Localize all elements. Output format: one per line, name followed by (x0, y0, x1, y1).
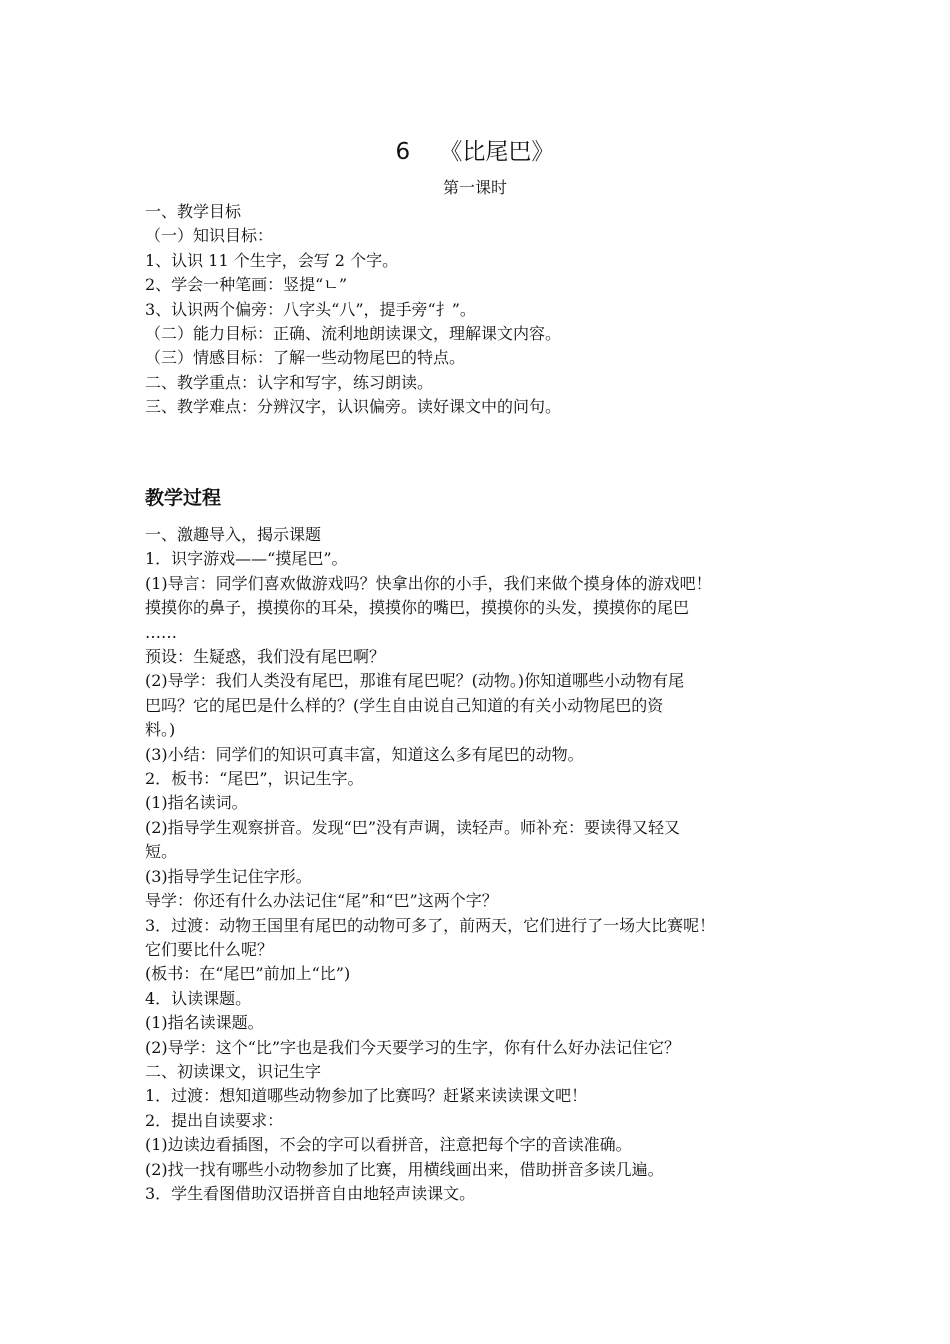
text-line: (板书：在“尾巴”前加上“比”) (145, 964, 351, 984)
text-line: 2．提出自读要求： (145, 1110, 284, 1130)
text-line: 一、教学目标 (145, 202, 242, 221)
text-line: 4．认读课题。 (145, 988, 252, 1008)
text-line: (2)导学：这个“比”字也是我们今天要学习的生字，你有什么好办法记住它？ (145, 1037, 681, 1057)
process-heading: 教学过程 (145, 487, 222, 509)
text-line: (1)指名读课题。 (145, 1013, 264, 1033)
text-line: 1．识字游戏——“摸尾巴”。 (145, 549, 348, 569)
text-line: 3．学生看图借助汉语拼音自由地轻声读课文。 (145, 1183, 476, 1203)
text-line: 一、激趣导入，揭示课题 (145, 525, 322, 544)
text-line: （二）能力目标：正确、流利地朗读课文，理解课文内容。 (145, 324, 562, 344)
text-line: …… (145, 622, 177, 642)
text-line: (3)小结：同学们的知识可真丰富，知道这么多有尾巴的动物。 (145, 744, 584, 764)
text-line: 二、教学重点：认字和写字，练习朗读。 (145, 372, 434, 392)
text-line: (3)指导学生记住字形。 (145, 866, 312, 886)
lesson-title: 6 《比尾巴》 (395, 139, 555, 165)
text-line: 2、学会一种笔画：竖提“ㄴ” (145, 275, 347, 295)
text-line: 预设：生疑惑，我们没有尾巴啊？ (145, 647, 386, 667)
objectives-section (145, 200, 825, 420)
text-line: 三、教学难点：分辨汉字，认识偏旁。读好课文中的问句。 (145, 397, 562, 417)
text-line: (1)导言：同学们喜欢做游戏吗？快拿出你的小手，我们来做个摸身体的游戏吧！ (145, 573, 712, 593)
text-line: （三）情感目标：了解一些动物尾巴的特点。 (145, 348, 466, 368)
text-line: (1)指名读词。 (145, 793, 248, 813)
text-line: 巴吗？它的尾巴是什么样的？(学生自由说自己知道的有关小动物尾巴的资 (145, 695, 664, 715)
text-line: 摸摸你的鼻子，摸摸你的耳朵，摸摸你的嘴巴，摸摸你的头发，摸摸你的尾巴 (145, 598, 690, 618)
text-line: 导学：你还有什么办法记住“尾”和“巴”这两个字？ (145, 891, 498, 911)
text-line: 料。) (145, 720, 176, 740)
text-line: (2)指导学生观察拼音。发现“巴”没有声调，读轻声。师补充：要读得又轻又 (145, 817, 681, 837)
text-line: 3、认识两个偏旁：八字头“八”，提手旁“扌”。 (145, 299, 476, 319)
text-line: 1、认识 11 个生字，会写 2 个字。 (145, 250, 399, 270)
text-line: （一）知识目标： (145, 226, 274, 246)
lesson-subtitle: 第一课时 (442, 178, 507, 197)
text-line: 二、初读课文，识记生字 (145, 1061, 322, 1081)
text-line: 1．过渡：想知道哪些动物参加了比赛吗？赶紧来读读课文吧！ (145, 1086, 588, 1106)
text-line: (1)边读边看插图，不会的字可以看拼音，注意把每个字的音读准确。 (145, 1135, 632, 1155)
text-line: 3．过渡：动物王国里有尾巴的动物可多了，前两天，它们进行了一场大比赛呢！ (145, 915, 716, 935)
process-section (145, 523, 825, 1206)
text-line: 它们要比什么呢？ (145, 939, 274, 959)
text-line: 短。 (145, 842, 178, 862)
text-line: 2．板书：“尾巴”，识记生字。 (145, 769, 364, 789)
text-line: (2)导学：我们人类没有尾巴，那谁有尾巴呢？(动物。)你知道哪些小动物有尾 (145, 671, 685, 691)
text-line: (2)找一找有哪些小动物参加了比赛，用横线画出来，借助拼音多读几遍。 (145, 1159, 664, 1179)
